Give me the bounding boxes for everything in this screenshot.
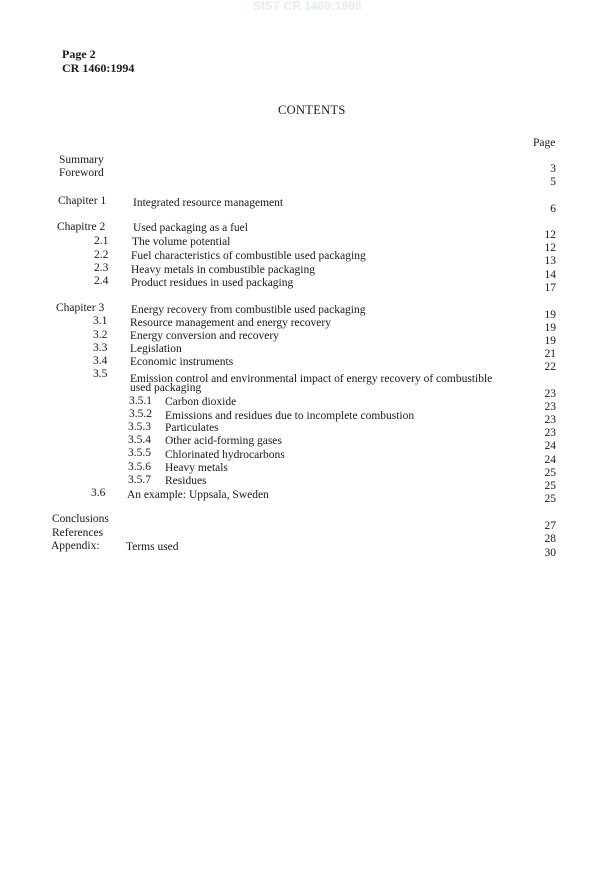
section-page: 19 bbox=[544, 322, 556, 334]
section-number: 2.3 bbox=[94, 262, 109, 274]
subsection-number: 3.5.7 bbox=[128, 474, 151, 486]
section-title: Economic instruments bbox=[130, 356, 234, 368]
subsection-title: Other acid-forming gases bbox=[165, 435, 282, 447]
section-page: 21 bbox=[544, 348, 556, 360]
section-page: 19 bbox=[544, 335, 556, 347]
chapter-1-label: Chapiter 1 bbox=[58, 195, 107, 207]
section-number: 2.1 bbox=[94, 235, 109, 247]
subsection-number: 3.5.4 bbox=[128, 434, 151, 446]
subsection-number: 3.5.5 bbox=[128, 447, 151, 459]
page-title: CONTENTS bbox=[278, 103, 346, 117]
section-title: Fuel characteristics of combustible used packaging bbox=[131, 250, 366, 262]
section-page: 12 bbox=[544, 242, 556, 254]
subsection-number: 3.5.6 bbox=[128, 461, 151, 473]
subsection-page: 23 bbox=[544, 414, 556, 426]
page-column-label: Page bbox=[533, 137, 556, 149]
toc-entry-foreword: Foreword bbox=[59, 167, 104, 179]
section-title: The volume potential bbox=[132, 236, 231, 248]
section-page: 14 bbox=[544, 269, 556, 281]
section-title: Heavy metals in combustible packaging bbox=[131, 264, 315, 276]
toc-page-foreword: 5 bbox=[550, 176, 556, 188]
chapter-3-label: Chapiter 3 bbox=[56, 302, 105, 314]
subsection-title: Particulates bbox=[165, 422, 219, 434]
subsection-number: 3.5.1 bbox=[129, 395, 152, 407]
subsection-title: Heavy metals bbox=[165, 462, 228, 474]
section-title: Legislation bbox=[130, 343, 182, 355]
chapter-2-page: 12 bbox=[544, 229, 556, 241]
subsection-page: 25 bbox=[544, 467, 556, 479]
watermark: SIST CR 1460:1998 bbox=[253, 0, 362, 13]
section-number: 3.4 bbox=[93, 355, 108, 367]
toc-page-conclusions: 27 bbox=[544, 520, 556, 532]
section-page: 13 bbox=[544, 255, 556, 267]
toc-page-appendix: 30 bbox=[544, 547, 556, 559]
section-number: 3.6 bbox=[91, 487, 106, 499]
chapter-3-page: 19 bbox=[544, 309, 556, 321]
chapter-2-label: Chapitre 2 bbox=[57, 221, 106, 233]
subsection-title: Carbon dioxide bbox=[165, 396, 237, 408]
section-page: 22 bbox=[544, 361, 556, 373]
toc-entry-references: References bbox=[52, 527, 104, 539]
section-number: 3.5 bbox=[93, 368, 108, 380]
section-number: 2.2 bbox=[94, 249, 109, 261]
subsection-title: Emissions and residues due to incomplete combustion bbox=[165, 410, 415, 422]
section-number: 3.1 bbox=[93, 315, 108, 327]
subsection-page: 25 bbox=[544, 480, 556, 492]
subsection-page: 23 bbox=[544, 388, 556, 400]
toc-entry-conclusions: Conclusions bbox=[52, 513, 109, 525]
chapter-1-title: Integrated resource management bbox=[133, 197, 284, 209]
toc-page-references: 28 bbox=[544, 533, 556, 545]
section-title: An example: Uppsala, Sweden bbox=[127, 489, 269, 501]
section-page: 25 bbox=[544, 493, 556, 505]
section-title: Energy conversion and recovery bbox=[130, 330, 279, 342]
subsection-page: 24 bbox=[544, 440, 556, 452]
toc-page-summary: 3 bbox=[550, 163, 556, 175]
toc-entry-summary: Summary bbox=[59, 154, 104, 166]
section-title: Emission control and environmental impact of energy recovery of combustible bbox=[130, 373, 493, 385]
chapter-1-page: 6 bbox=[550, 203, 556, 215]
chapter-2-title: Used packaging as a fuel bbox=[133, 222, 248, 234]
subsection-page: 23 bbox=[544, 401, 556, 413]
toc-entry-appendix-title: Terms used bbox=[126, 541, 179, 553]
section-number: 2.4 bbox=[94, 275, 109, 287]
subsection-title: Residues bbox=[165, 475, 207, 487]
document-id: CR 1460:1994 bbox=[62, 61, 135, 75]
section-number: 3.3 bbox=[93, 342, 108, 354]
subsection-number: 3.5.3 bbox=[128, 421, 151, 433]
subsection-page: 23 bbox=[544, 427, 556, 439]
chapter-3-title: Energy recovery from combustible used packaging bbox=[131, 304, 366, 316]
section-title: Resource management and energy recovery bbox=[130, 317, 331, 329]
subsection-page: 24 bbox=[544, 454, 556, 466]
section-page: 17 bbox=[544, 282, 556, 294]
subsection-title: Chlorinated hydrocarbons bbox=[165, 449, 285, 461]
toc-entry-appendix: Appendix: bbox=[51, 540, 100, 552]
section-title-continued: used packaging bbox=[130, 382, 202, 394]
subsection-number: 3.5.2 bbox=[129, 408, 152, 420]
section-title: Product residues in used packaging bbox=[131, 277, 294, 289]
page-number: Page 2 bbox=[62, 47, 96, 61]
section-number: 3.2 bbox=[93, 329, 108, 341]
